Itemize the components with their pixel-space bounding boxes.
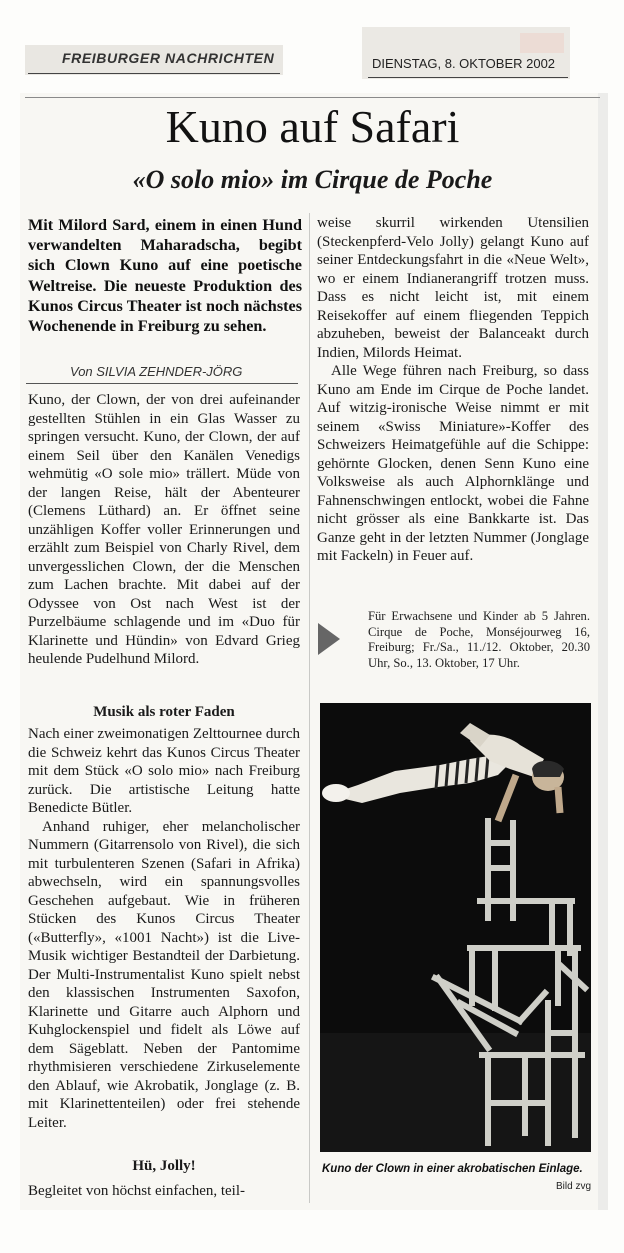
clipping-edge [598, 93, 608, 1210]
byline: Von SILVIA ZEHNDER-JÖRG [70, 364, 243, 379]
header-rule-left [28, 73, 280, 74]
article-top-rule [25, 97, 600, 98]
subheading-music: Musik als roter Faden [93, 704, 235, 720]
body-paragraph: weise skurril wirkenden Utensilien (Steckenpferd-Velo Jolly) gelangt Kuno auf seiner Entdeckungsfahrt in die «Neue Welt», wo er einem Indianerangriff trotzen muss. Dass es nicht leicht ist, mit einem Reisekoffer auf einem fliegenden Teppich abzuheben, beweist der Balanceakt durch Indien, Milords Heimat. [317, 215, 589, 361]
body-paragraph: Anhand ruhiger, eher melancholischer Nummern (Gitarrensolo von Rivel), die sich mit turbulenteren Szenen (Safari in Afrika) abwechseln, wird ein spannungsvolles Geschehen aufgebaut. Wie in früheren Stücken des Kunos Circus Theater («Butterfly», «1001 Nacht») ist die Live-Musik wichtiger Bestandteil der Darbietung. Der Multi-Instrumentalist Kuno spielt nebst den klassischen Instrumenten Saxofon, Klarinette und Gitarre auch Alphorn und Kuhglockenspiel und fidelt als Löwe auf dem Sägeblatt. Neben der Pantomime rhythmisieren verschiedene Zirkuselemente den Ablauf, wie Akrobatik, Jonglage (z. B. mit Klarinettenteilen) oder frei stehende Leiter. [28, 818, 300, 1131]
photo-caption: Kuno der Clown in einer akrobatischen Einlage. [322, 1163, 583, 1175]
acrobat-illustration [320, 703, 591, 1152]
column-divider [309, 213, 310, 1203]
column-1-section-2 [28, 725, 300, 1132]
body-paragraph: Nach einer zweimonatigen Zelttournee durch die Schweiz kehrt das Kunos Circus Theater mit dem Stück «O solo mio» nach Freiburg zurück. Die artistische Leitung hatte Benedicte Bütler. [28, 726, 300, 816]
photo-credit: Bild zvg [556, 1181, 592, 1192]
subheading-jolly: Hü, Jolly! [132, 1158, 196, 1174]
newspaper-name: FREIBURGER NACHRICHTEN [62, 50, 275, 66]
subheadline: «O solo mio» im Cirque de Poche [132, 165, 493, 194]
bleed-through-mark [520, 33, 564, 53]
body-paragraph: Alle Wege führen nach Freiburg, so dass Kuno am Ende im Cirque de Poche landet. Auf witzig-ironische Weise nimmt er mit seinem «Swiss Miniature»-Koffer des Schweizers Heimatgefühle auf die Schippe: gehörnte Glocken, denen Senn Kuno eine Volksweise als auch Alphornklänge und Fahnenschwingen entlockt, wobei die Fahne nicht grösser als eine Bankkarte ist. Das Ganze geht in der letzten Nummer (Jonglage mit Fackeln) in Feuer auf. [317, 363, 589, 564]
column-1-section-3 [28, 1182, 300, 1201]
event-info: Für Erwachsene und Kinder ab 5 Jahren. Cirque de Poche, Monséjourweg 16, Freiburg; Fr./Sa., 11./12. Oktober, 20.30 Uhr, So., 13. Oktober, 17 Uhr. [368, 609, 590, 670]
body-paragraph: Kuno, der Clown, der von drei aufeinander gestellten Stühlen in ein Glas Wasser zu springen versucht. Kuno, der Clown, der auf einem Seil über den Kanälen Venedigs wehmütig «O sole mio» trällert. Müde von der langen Reise, hält der Abenteurer (Clemens Lüthard) an. Er öffnet seine unzähligen Koffer voller Erinnerungen und erzählt zum Beispiel von Charly Rivel, dem unvergesslichen Clown, der die Menschen zum Lachen brachte. Mit dabei auf der Odyssee von Ost nach West ist der Purzelbäume schlagende und im «Duo für Klarinette und Hündin» von Edvard Grieg heulende Pudelhund Milord. [28, 392, 300, 667]
column-2-body [317, 214, 589, 566]
headline: Kuno auf Safari [165, 101, 460, 152]
header-rule-right [368, 77, 568, 78]
body-paragraph: Begleitet von höchst einfachen, teil- [28, 1183, 246, 1199]
column-1-body [28, 391, 300, 669]
arrow-icon [318, 623, 340, 655]
byline-rule [26, 383, 298, 384]
photo-clown-on-chairs [320, 703, 591, 1152]
issue-date: DIENSTAG, 8. OKTOBER 2002 [372, 56, 556, 71]
lead-paragraph: Mit Milord Sard, einem in einen Hund verwandelten Maharadscha, begibt sich Clown Kuno auf eine poetische Weltreise. Die neueste Produktion des Kunos Circus Theater ist noch nächstes Wochenende in Freiburg zu sehen. [28, 216, 302, 336]
